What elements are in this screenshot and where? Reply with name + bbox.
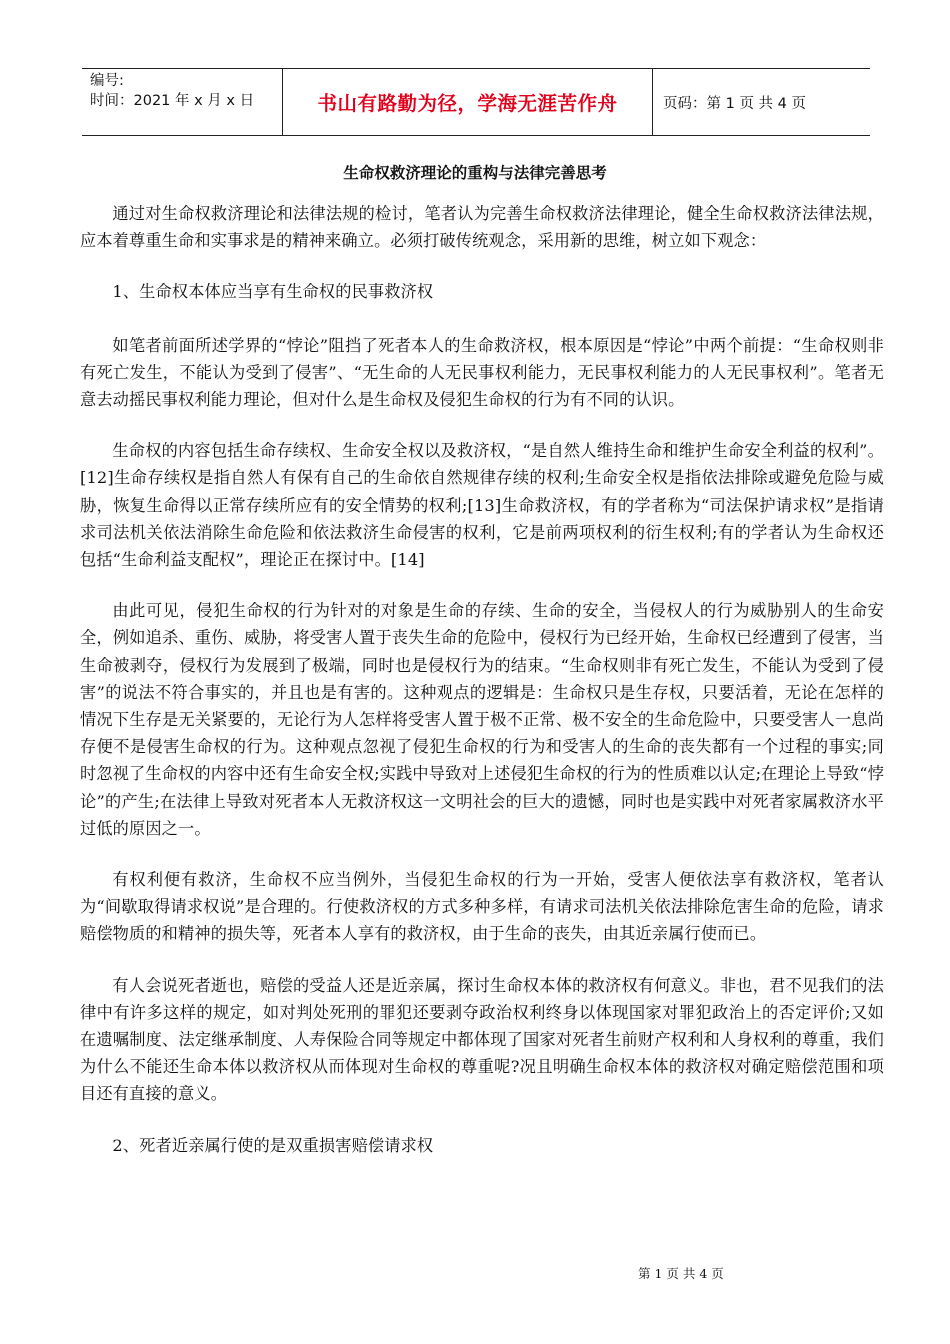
paragraph: 有人会说死者逝也，赔偿的受益人还是近亲属，探讨生命权本体的救济权有何意义。非也，君不见我们的法律中有许多这样的规定，如对判处死刑的罪犯还要剥夺政治权利终身以体现国家对罪犯政治上的否定评价;又如在遗嘱制度、法定继承制度、人寿保险合同等规定中都体现了国家对死者生前财产权利和人身权利的尊重，我们为什么不能还生命本体以救济权从而体现对生命权的尊重呢?况且明确生命权本体的救济权对确定赔偿范围和项目还有直接的意义。 — [80, 975, 884, 1104]
page-footer: 第 1 页 共 4 页 — [638, 1266, 724, 1281]
document-body — [80, 200, 884, 1185]
paragraph: 生命权的内容包括生命存续权、生命安全权以及救济权，“是自然人维持生命和维护生命安全利益的权利”。[12]生命存续权是指自然人有保有自己的生命依自然规律存续的权利;生命安全权是指依法排除或避免危险与威胁，恢复生命得以正常存续所应有的安全情势的权利;[13]生命救济权，有的学者称为“司法保护请求权”是指请求司法机关依法消除生命危险和依法救济生命侵害的权利，它是前两项权利的衍生权利;有的学者认为生命权还包括“生命利益支配权”，理论正在探讨中。[14] — [80, 441, 884, 570]
paragraph: 由此可见，侵犯生命权的行为针对的对象是生命的存续、生命的安全，当侵权人的行为威胁别人的生命安全，例如追杀、重伤、威胁，将受害人置于丧失生命的危险中，侵权行为已经开始，生命权已经遭到了侵害，当生命被剥夺，侵权行为发展到了极端，同时也是侵权行为的结束。“生命权则非有死亡发生，不能认为受到了侵害”的说法不符合事实的，并且也是有害的。这种观点的逻辑是：生命权只是生存权，只要活着，无论在怎样的情况下生存是无关紧要的，无论行为人怎样将受害人置于极不正常、极不安全的生命危险中，只要受害人一息尚存便不是侵害生命权的行为。这种观点忽视了侵犯生命权的行为和受害人的生命的丧失都有一个过程的事实;同时忽视了生命权的内容中还有生命安全权;实践中导致对上述侵犯生命权的行为的性质难以认定;在理论上导致“悖论”的产生;在法律上导致对死者本人无救济权这一文明社会的巨大的遗憾，同时也是实践中对死者家属救济水平过低的原因之一。 — [80, 601, 884, 838]
document-date: 时间：2021 年 x 月 x 日 — [90, 93, 255, 109]
document-header — [82, 68, 870, 136]
paragraph-intro: 通过对生命权救济理论和法律法规的检讨，笔者认为完善生命权救济法律理论，健全生命权救济法律法规，应本着尊重生命和实事求是的精神来确立。必须打破传统观念，采用新的思维，树立如下观念： — [80, 204, 884, 251]
document-title: 生命权救济理论的重构与法律完善思考 — [343, 164, 607, 182]
section-heading-2: 2、死者近亲属行使的是双重损害赔偿请求权 — [112, 1135, 434, 1155]
header-meta — [82, 69, 283, 135]
section-heading-1: 1、生命权本体应当享有生命权的民事救济权 — [112, 282, 434, 302]
paragraph: 如笔者前面所述学界的“悖论”阻挡了死者本人的生命救济权，根本原因是“悖论”中两个前提：“生命权则非有死亡发生，不能认为受到了侵害”、“无生命的人无民事权利能力，无民事权利能力的人无民事权利”。笔者无意去动摇民事权利能力理论，但对什么是生命权及侵犯生命权的行为有不同的认识。 — [80, 335, 884, 410]
paragraph: 有权利便有救济，生命权不应当例外，当侵犯生命权的行为一开始，受害人便依法享有救济权，笔者认为“间歇取得请求权说”是合理的。行使救济权的方式多种多样，有请求司法机关依法排除危害生命的危险，请求赔偿物质的和精神的损失等，死者本人享有的救济权，由于生命的丧失，由其近亲属行使而已。 — [80, 870, 884, 944]
header-motto: 书山有路勤为径，学海无涯苦作舟 — [283, 69, 653, 135]
header-page-info: 页码：第 1 页 共 4 页 — [663, 95, 806, 112]
document-number-label: 编号: — [90, 73, 124, 89]
